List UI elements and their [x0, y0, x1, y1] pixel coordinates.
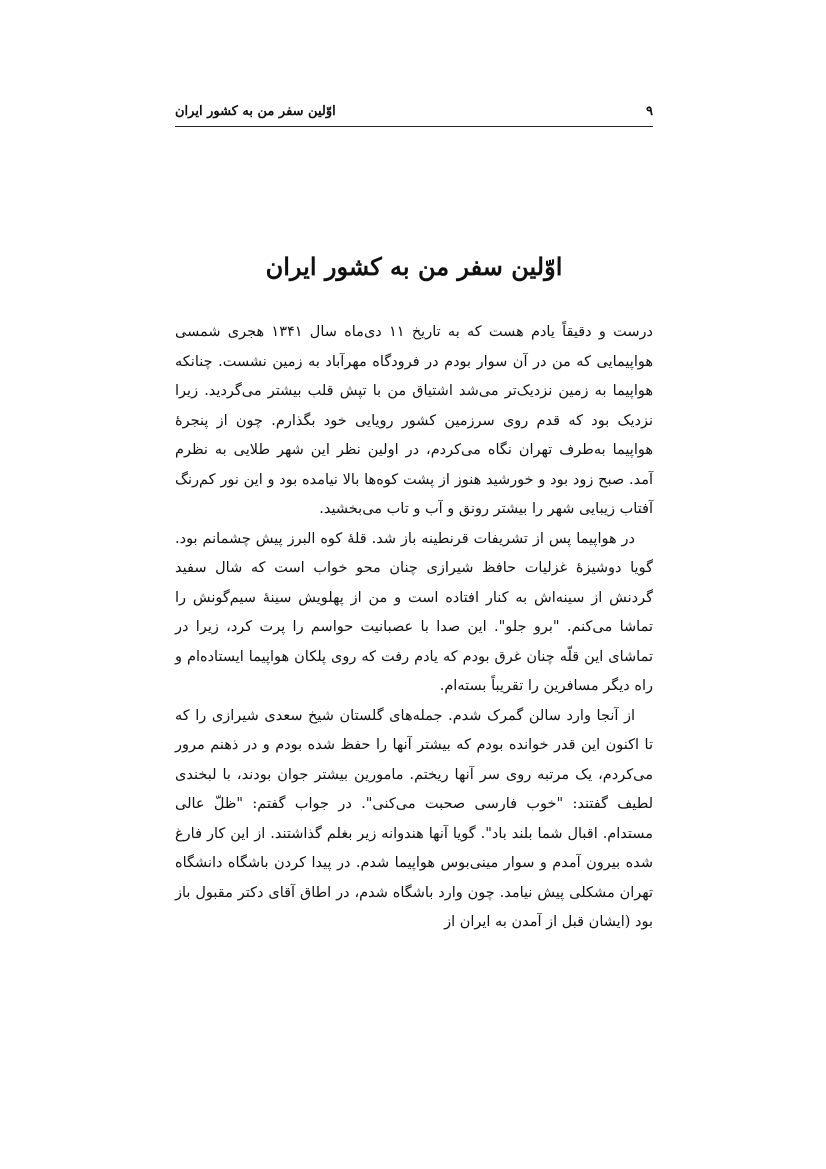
- paragraph-3: از آنجا وارد سالن گمرک شدم. جمله‌های گلستان شیخ سعدی شیرازی را که تا اکنون این قدر خوانده بودم که بیشتر آنها را حفظ شده بودم و در ذهنم مرور می‌کردم، یک مرتبه روی سر آنها ریختم. مامورین بیشتر جوان بودند، با لبخندی لطیف گفتند: "خوب فارسی صحبت می‌کنی". در جواب گفتم: "ظلّ عالی مستدام. اقبال شما بلند باد". گویا آنها هندوانه زیر بغلم گذاشتند. از این کار فارغ شده بیرون آمدم و سوار مینی‌بوس هواپیما شدم. در پیدا کردن باشگاه دانشگاه تهران مشکلی پیش نیامد. چون وارد باشگاه شدم، در اطاق آقای دکتر مقبول باز بود (ایشان قبل از آمدن به ایران از: [175, 707, 653, 930]
- page-number: ۹: [646, 104, 653, 119]
- paragraph-1: درست و دقیقاً یادم هست که به تاریخ ۱۱ دی‌ماه سال ۱۳۴۱ هجری شمسی هواپیمایی که من در آن سوار بودم در فرودگاه مهرآباد به زمین نشست. چنانکه هواپیما به زمین نزدیک‌تر می‌شد اشتیاق من با تپش قلب بیشتر می‌گردید. زیرا نزدیک بود که قدم روی سرزمین کشور رویایی خود بگذارم. چون از پنجرهٔ هواپیما به‌طرف تهران نگاه می‌کردم، در اولین نظر این شهر طلایی به نظرم آمد. صبح زود بود و خورشید هنوز از پشت کوه‌ها بالا نیامده بود و این نور کم‌رنگ آفتاب زیبایی شهر را بیشتر رونق و آب و تاب می‌بخشید.: [175, 324, 653, 517]
- paragraph-2: در هواپیما پس از تشریفات قرنطینه باز شد. قلهٔ کوه البرز پیش چشمانم بود. گویا دوشیزهٔ غزلیات حافظ شیرازی چنان محو خواب است که شال سفید گردنش از سینه‌اش به کنار افتاده است و من از پهلویش سینهٔ سیم‌گونش را تماشا می‌کنم. "برو جلو". این صدا با عصبانیت حواسم را پرت کرد، زیرا در تماشای این قلّه چنان غرق بودم که یادم رفت که روی پلکان هواپیما ایستاده‌ام و راه دیگر مسافرین را تقریباً بسته‌ام.: [175, 530, 653, 694]
- running-title: اوّلین سفر من به کشور ایران: [175, 104, 336, 119]
- running-header: [175, 98, 653, 127]
- chapter-title: اوّلین سفر من به کشور ایران: [265, 252, 563, 281]
- body-text: [175, 318, 653, 938]
